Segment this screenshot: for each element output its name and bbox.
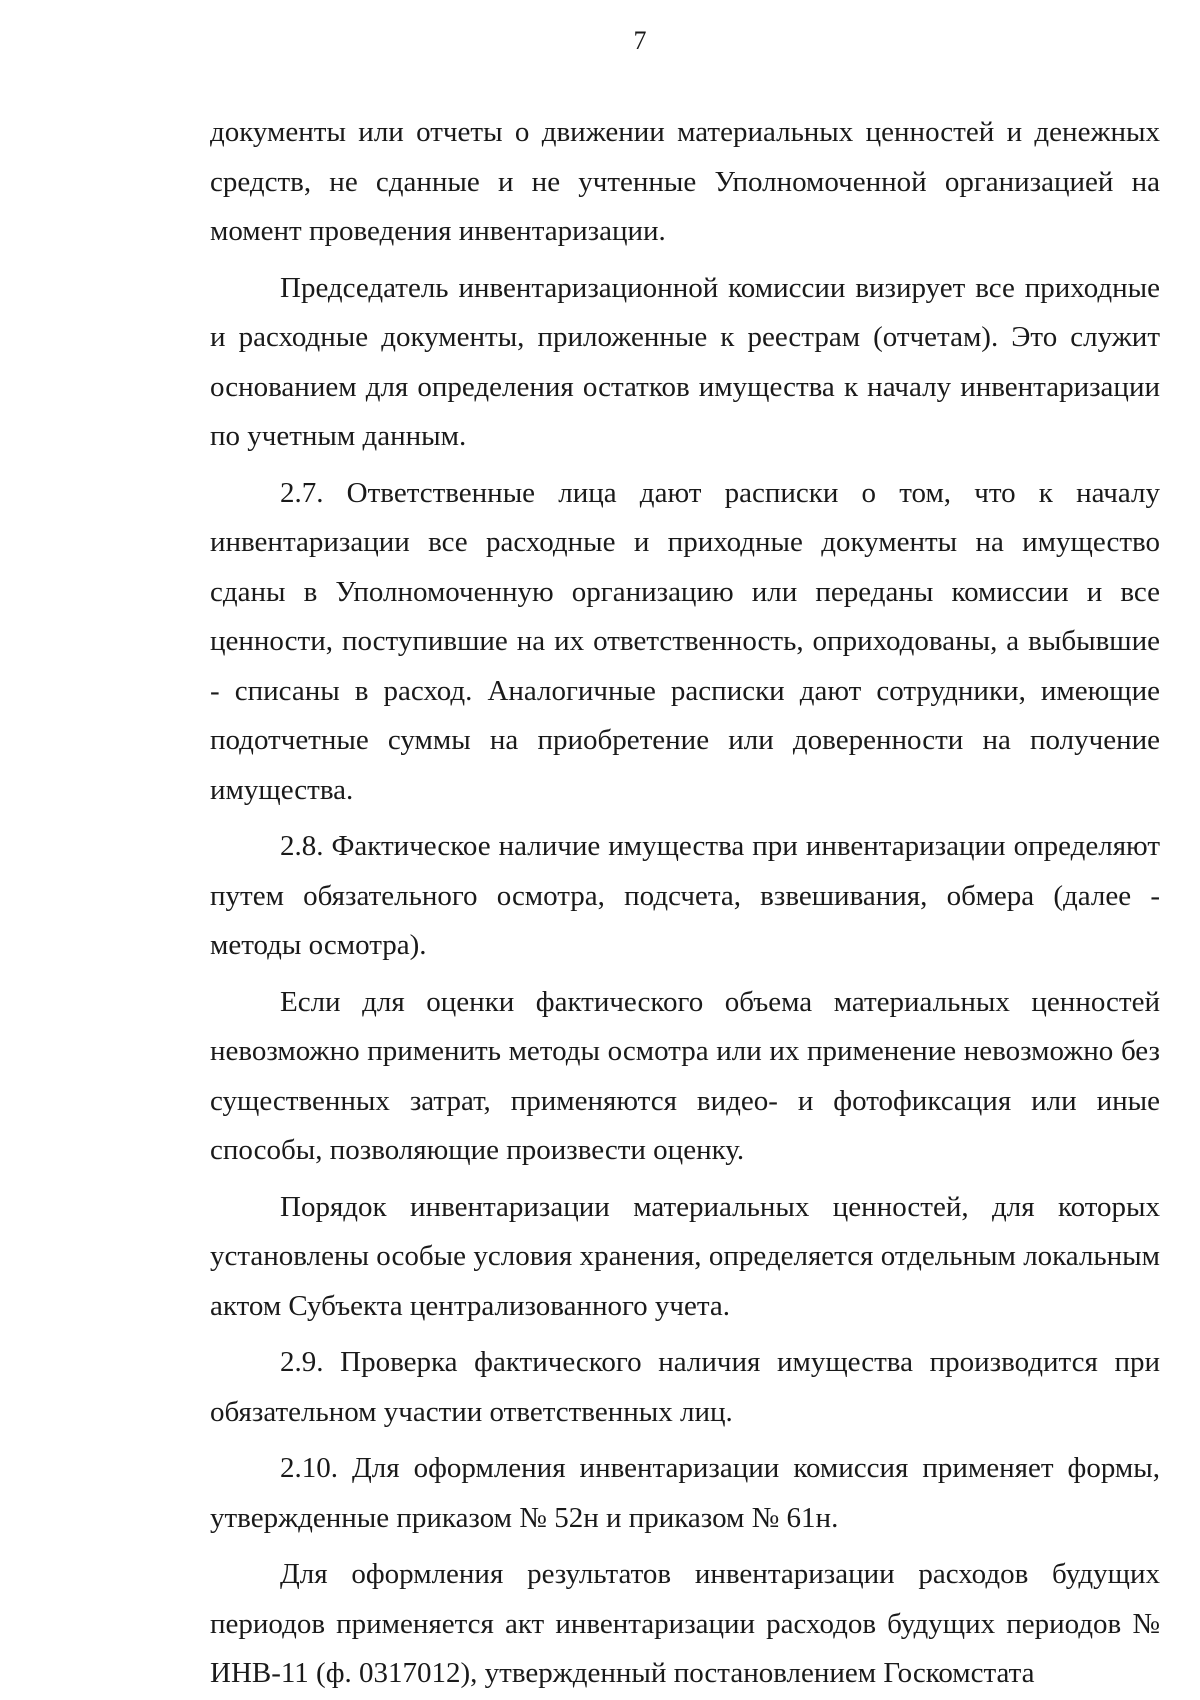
paragraph-5: Если для оценки фактического объема материальных ценностей невозможно применить методы осмотра или их применение невозможно без существенных затрат, применяются видео- и фотофиксация или иные способы, позволяющие произвести оценку. — [210, 985, 1160, 1166]
paragraph-6: Порядок инвентаризации материальных ценностей, для которых установлены особые условия хранения, определяется отдельным локальным актом Субъекта централизованного учета. — [210, 1190, 1160, 1322]
paragraph-8: 2.10. Для оформления инвентаризации комиссия применяет формы, утвержденные приказом № 52н и приказом № 61н. — [210, 1452, 1160, 1534]
paragraph-1: документы или отчеты о движении материальных ценностей и денежных средств, не сданные и не учтенные Уполномоченной организацией на момент проведения инвентаризации. — [210, 116, 1160, 247]
paragraph-2: Председатель инвентаризационной комиссии визирует все приходные и расходные документы, приложенные к реестрам (отчетам). Это служит основанием для определения остатков имущества к началу инвентаризации по учетным данным. — [210, 271, 1160, 452]
paragraph-4: 2.8. Фактическое наличие имущества при инвентаризации определяют путем обязательного осмотра, подсчета, взвешивания, обмера (далее - методы осмотра). — [210, 830, 1160, 961]
page-number: 7 — [633, 26, 647, 55]
paragraph-3: 2.7. Ответственные лица дают расписки о том, что к началу инвентаризации все расходные и приходные документы на имущество сданы в Уполномоченную организацию или переданы комиссии и все ценности, поступившие на их ответственность, оприходованы, а выбывшие - списаны в расход. Аналогичные расписки дают сотрудники, имеющие подотчетные суммы на приобретение или доверенности на получение имущества. — [210, 476, 1160, 806]
paragraph-7: 2.9. Проверка фактического наличия имущества производится при обязательном участии ответственных лиц. — [210, 1346, 1160, 1428]
document-body — [210, 108, 1160, 1699]
paragraph-9: Для оформления результатов инвентаризации расходов будущих периодов применяется акт инвентаризации расходов будущих периодов № ИНВ-11 (ф. 0317012), утвержденный постановлением Госкомстата — [210, 1558, 1160, 1689]
